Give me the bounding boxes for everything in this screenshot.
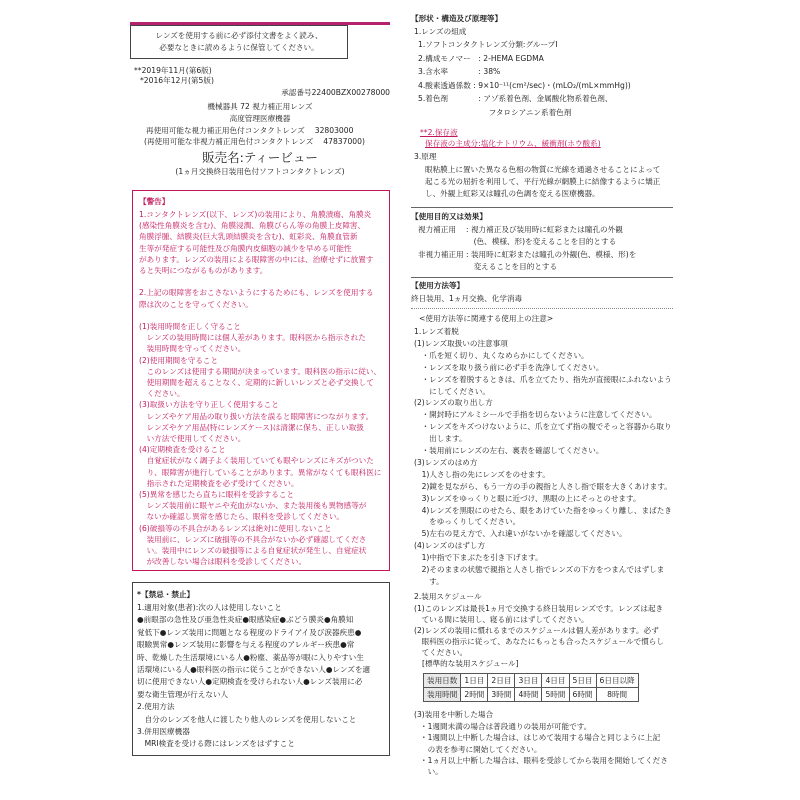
approval-number: 承認番号22400BZX00278000 — [281, 88, 390, 97]
warning-line: 2.上記の眼障害をおこさないようにするためにも、レンズを使用する — [139, 288, 374, 298]
interrupt-line: い。 — [420, 767, 443, 777]
principle-line: 眼粘膜上に置いた異なる色相の物質に光線を通過させることによって — [425, 165, 661, 174]
composition-row: 1.ソフトコンタクトレンズ分類:グループⅠ — [418, 40, 558, 49]
warning-line: ないか確認し異常を感じたら、眼科を受診してください。 — [139, 512, 345, 522]
warning-line: レンズ装用前に眼ヤニや充血がないか、また装用後も異物感等が — [139, 501, 367, 511]
schedule-hour-cell: 2時間 — [461, 688, 488, 702]
contra-line: 3.併用医療機器 — [137, 727, 190, 736]
schedule-hour-cell: 5時間 — [542, 688, 569, 702]
composition-row: 2.構成モノマー : 2-HEMA EGDMA — [418, 53, 544, 63]
usage-note-line: (4)レンズのはずし方 — [414, 541, 486, 551]
contra-line: 眼瞼異常●レンズ装用に影響を与える程度のアレルギー疾患●常 — [137, 640, 355, 650]
usage-note-line: にしてください。 — [414, 386, 490, 396]
schedule-hour-cell: 4時間 — [515, 688, 542, 702]
usage-note-line: す。 — [414, 576, 444, 586]
warning-line: (6)破損等の不具合があるレンズは絶対に使用しないこと — [139, 523, 332, 533]
warning-line: (感染性角膜炎を含む)、角膜浸潤、角膜びらん等の角膜上皮障害、 — [139, 221, 366, 231]
principle-title: 3.原理 — [414, 152, 437, 161]
composition-row: 4.酸素透過係数 : 9×10⁻¹¹(cm²/sec)・(mLO₂/(mL×mmHg)) — [418, 80, 631, 90]
schedule-row-days — [424, 674, 639, 688]
schedule-line: てください。 — [414, 647, 468, 657]
warning-line: レンズやケア用品の取り扱い方法を誤ると眼障害につながります。 — [139, 411, 374, 421]
warning-line: 装用前に、レンズに破損等の不具合がないか必ず確認してくださ — [139, 534, 367, 544]
warning-line: このレンズは使用する期間が決まっています。眼科医の指示に従い、 — [139, 366, 381, 376]
usage-note-line: (3)レンズのはめ方 — [414, 457, 478, 467]
contra-line: 切に使用できない人●定期検査を受けられない人●レンズ装用に必 — [137, 677, 363, 687]
schedule-table-title: [標準的な装用スケジュール] — [422, 659, 519, 668]
purpose-row: 視力補正用 : 視力補正及び装用時に虹彩または瞳孔の外観 — [418, 225, 623, 234]
contra-line: ●前眼部の急性及び亜急性炎症●眼感染症●ぶどう膜炎●角膜知 — [137, 615, 354, 625]
usage-note-line: ・開封時にアルミシールで手指を切らないように注意してください。 — [414, 410, 657, 420]
warning-line: 角膜浮腫、結膜炎(巨大乳頭結膜炎を含む)、虹彩炎、角膜血管新 — [139, 232, 358, 242]
contra-line: 1.適用対象(患者):次の人は使用しないこと — [137, 603, 282, 612]
notice-line-1: レンズを使用する前に必ず添付文書をよく読み、 — [155, 31, 323, 40]
warning-line: があります。レンズの装用による眼障害の中には、治療せずに放置す — [139, 254, 374, 264]
schedule-table — [423, 673, 639, 702]
warning-line: 装用時間を守ってください。 — [139, 344, 246, 354]
warning-line: り、眼障害が進行していることがあります。異常がなくても眼科医に — [139, 467, 382, 477]
warning-line: (4)定期検査を受けること — [139, 445, 226, 455]
usage-note-line: (2)レンズの取り出し方 — [414, 398, 493, 408]
usage-note-line: 2)鏡を見ながら、もう一方の手の親指と人さし指で眼を大きくあけます。 — [414, 481, 672, 491]
warning-line: ください。 — [139, 389, 185, 399]
usage-note-line: 出します。 — [414, 434, 467, 444]
schedule-hour-cell: 3時間 — [488, 688, 515, 702]
warning-line: 際は次のことを守ってください。 — [139, 299, 253, 309]
usage-note-line: ・装用前にレンズの左右、裏表を確認してください。 — [414, 446, 604, 455]
schedule-day-cell: 5日目 — [569, 674, 596, 688]
interrupt-line: ・1週間以上中断した場合は、はじめて装用する場合と同じように上記 — [420, 733, 661, 743]
shape-composition-title: 1.レンズの組成 — [414, 27, 467, 36]
schedule-line: ている間に装用し、寝る前にはずしてください。 — [414, 614, 589, 624]
contra-line: 自分のレンズを他人に渡したり他人のレンズを使用しないこと — [137, 714, 357, 724]
purpose-row: 非視力補正用 : 装用時に虹彩または瞳孔の外観(色、模様、形)を — [418, 249, 637, 259]
divider-1 — [411, 207, 673, 208]
schedule-row-hours — [424, 688, 639, 702]
notice-line-2: 必要なときに読めるように保管してください。 — [159, 43, 319, 52]
usage-line: 終日装用、1ヵ月交換、化学消毒 — [411, 294, 523, 303]
usage-note-line: 5)左右の見え方で、入れ違いがないかを確認してください。 — [414, 529, 627, 539]
contra-title: *【禁忌・禁止】 — [137, 590, 195, 599]
device-class: 高度管理医療機器 — [229, 114, 291, 123]
usage-note-line: ・爪を短く切り、丸くなめらかにしてください。 — [414, 350, 589, 360]
warning-line: レンズの装用時間には個人差があります。眼科医から指示された — [139, 333, 366, 343]
warning-line: (2)使用期間を守ること — [139, 355, 219, 365]
interrupt-line: ・1ヵ月以上中断した場合は、眼科を受診してから装用を開始してくださ — [420, 755, 668, 765]
warning-line: (3)取扱い方法を守り正しく使用すること — [139, 400, 279, 410]
usage-note-line: ・レンズをキズつけないように、爪を立てず指の腹でそっと容器から取り — [414, 422, 672, 432]
usage-note-line: 1)中指で下まぶたを引き下げます。 — [414, 553, 543, 563]
contra-line: 時、乾燥した生活環境にいる人●粉塵、薬品等が眼に入りやすい生 — [137, 652, 364, 662]
warning-line: 生等が発症する可能性及び角膜内皮細胞の減少を早める可能性 — [139, 243, 352, 253]
contra-line: 要な衛生管理が行えない人 — [137, 689, 229, 699]
warning-line: (5)異常を感じたら直ちに眼科を受診すること — [139, 490, 295, 499]
usage-title: 【使用方法等】 — [411, 281, 465, 290]
interrupt-line: ・1週間未満の場合は普段通りの装用が可能です。 — [420, 722, 592, 731]
purpose-title: 【使用目的又は効果】 — [411, 212, 487, 221]
warning-line: い。装用中にレンズの破損等による自覚症状が発生し、自覚症状 — [139, 546, 367, 555]
composition-row: 5.着色剤 : アゾ系着色剤、金属酸化物系着色剤、 — [418, 94, 613, 104]
purpose-row: (色、模様、形)を変えることを目的とする — [418, 237, 617, 247]
usage-dotted-divider — [411, 308, 673, 309]
warning-line: 使用期間を超えることなく、定期的に新しいレンズと必ず交換して — [139, 378, 374, 387]
warning-line: ると失明につながるものがあります。 — [139, 266, 268, 275]
warning-line: レンズやケア用品(特にレンズケース)は清潔に保ち、正しい取扱 — [139, 422, 364, 432]
schedule-day-cell: 4日目 — [542, 674, 569, 688]
device-category: 機械器具 72 視力補正用レンズ — [207, 102, 313, 111]
warning-line: (1)装用時間を正しく守ること — [139, 322, 241, 331]
usage-note-line: (1)レンズ取扱いの注意事項 — [414, 338, 508, 348]
warning-line: 自覚症状がなく調子よく装用していても眼やレンズにキズがついた — [139, 456, 374, 466]
purpose-row: 変えることを目的とする — [418, 262, 558, 272]
schedule-hour-cell: 8時間 — [596, 688, 638, 702]
schedule-day-cell: 3日目 — [515, 674, 542, 688]
usage-note-line: 3)レンズをゆっくりと眼に近づけ、黒眼の上にそっとのせます。 — [414, 493, 641, 503]
revision-1: **2019年11月(第6版) — [134, 66, 212, 75]
contra-line: 2.使用方法 — [137, 702, 175, 712]
interrupt-title: (3)装用を中断した場合 — [414, 710, 494, 719]
warning-line: が改善しない場合は眼科を受診してください。 — [139, 557, 307, 567]
contra-line: 覚低下●レンズ装用に問題となる程度のドライアイ及び涙器疾患● — [137, 627, 362, 637]
composition-row: 3.含水率 : 38% — [418, 67, 501, 77]
usage-note-line: 2)そのままの状態で親指と人さし指でレンズの下方をつまんではずしま — [414, 565, 665, 574]
usage-note-line: 4)レンズを黒眼にのせたら、眼をあけていた指をゆっくり離し、まばたき — [414, 505, 672, 515]
device-generic-name: 再使用可能な視力補正用色付コンタクトレンズ 32803000 — [146, 126, 354, 135]
schedule-line: (1)このレンズは最長1ヵ月で交換する終日装用レンズです。レンズは起き — [414, 604, 664, 613]
schedule-hours-label: 装用時間 — [424, 688, 461, 702]
interrupt-line: の表を参考に開始してください。 — [420, 744, 542, 754]
shape-title: 【形状・構造及び原理等】 — [411, 14, 503, 23]
contra-line: MRI検査を受ける際にはレンズをはずすこと — [137, 739, 295, 749]
product-name: 販売名:ティービュー — [202, 150, 318, 165]
principle-line: 起こる光の屈折を利用して、平行光線が網膜上に結像するように矯正 — [425, 177, 661, 187]
schedule-line: 眼科医の指示に従って、あなたにもっとも合ったスケジュールで慣らし — [414, 636, 664, 646]
composition-row: フタロシアニン系着色剤 — [418, 108, 572, 117]
divider-2 — [411, 277, 673, 278]
warning-line: 1.コンタクトレンズ(以下、レンズ)の装用により、角膜潰瘍、角膜炎 — [139, 210, 372, 219]
schedule-title: 2.装用スケジュール — [414, 592, 482, 601]
schedule-days-label: 装用日数 — [424, 674, 461, 688]
usage-note-line: ・レンズを取り扱う前に必ず手を洗浄してください。 — [414, 362, 604, 372]
usage-note-line: 1.レンズ着脱 — [414, 327, 459, 336]
storage-title: **2.保存液 — [420, 128, 458, 137]
schedule-day-cell: 2日目 — [488, 674, 515, 688]
schedule-line: (2)レンズの装用に慣れるまでのスケジュールは個人差があります。必ず — [414, 625, 659, 635]
usage-note-line: をゆっくりしてください。 — [414, 517, 521, 527]
warning-line: い方法で使用してください。 — [139, 434, 246, 443]
schedule-day-cell: 6日目以降 — [596, 674, 638, 688]
usage-note-line: 1)人さし指の先にレンズをのせます。 — [414, 469, 550, 479]
warning-title: 【警告】 — [139, 197, 170, 206]
warning-line: 指示された定期検査を必ず受けてください。 — [139, 478, 299, 488]
device-generic-name-2: (再使用可能な非視力補正用色付コンタクトレンズ 47837000) — [144, 137, 365, 146]
revision-2: *2016年12月(第5版) — [140, 76, 214, 85]
storage-line: 保存液の主成分:塩化ナトリウム、緩衝剤(ホウ酸系) — [425, 139, 601, 148]
principle-line: し、外観上虹彩又は瞳孔の色調を変える医療機器。 — [425, 189, 600, 199]
schedule-hour-cell: 6時間 — [569, 688, 596, 702]
usage-notes-title: <使用方法等に関連する使用上の注意> — [419, 314, 554, 323]
product-subtitle: (1ヵ月交換終日装用色付ソフトコンタクトレンズ) — [175, 167, 345, 176]
usage-note-line: ・レンズを着脱するときは、爪を立てたり、指先が直接眼にふれないよう — [414, 374, 672, 384]
contra-line: 活環境にいる人●眼科医の指示に従うことができない人●レンズを適 — [137, 665, 371, 674]
schedule-day-cell: 1日目 — [461, 674, 488, 688]
